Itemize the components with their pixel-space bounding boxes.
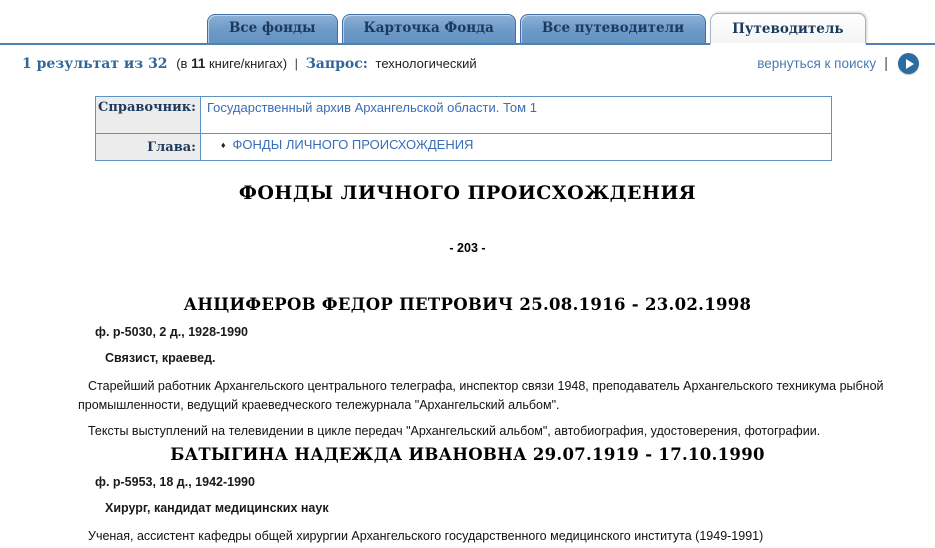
books-suffix: книге/книгах) [208, 55, 288, 71]
table-row [96, 134, 832, 161]
guide-link[interactable]: Государственный архив Архангельской области. Том 1 [206, 100, 537, 115]
guide-info-table [95, 96, 832, 161]
books-prefix: (в [176, 55, 188, 71]
guide-value-cell [200, 97, 831, 134]
entry-paragraph: Тексты выступлений на телевидении в цикле передач "Архангельский альбом", автобиография, удостоверения, фотографии. [88, 424, 821, 438]
actions-divider: | [884, 55, 888, 72]
results-divider: | [294, 55, 299, 71]
entry-heading: АНЦИФЕРОВ ФЕДОР ПЕТРОВИЧ 25.08.1916 - 23.02.1998 [183, 295, 752, 314]
play-arrow-icon [906, 59, 914, 69]
tabs [207, 13, 935, 43]
results-count: 1 результат из 32 [22, 55, 168, 72]
tab-all-fonds[interactable]: Все фонды [207, 14, 338, 43]
fond-reference: ф. р-5030, 2 д., 1928-1990 [95, 325, 248, 339]
entry-heading: БАТЫГИНА НАДЕЖДА ИВАНОВНА 29.07.1919 - 17.10.1990 [170, 445, 765, 464]
entry-paragraph: Старейший работник Архангельского центрального телеграфа, инспектор связи 1948, преподаватель Архангельского техникума рыбной промышленности, ведущий краеведческого тележурнала "Архангельский альбом". [78, 379, 884, 412]
results-books [176, 56, 290, 71]
page-number: - 203 - [449, 241, 486, 255]
table-row [96, 97, 832, 134]
entry-paragraph: Ученая, ассистент кафедры общей хирургии Архангельского государственного медицинского института (1949-1991) [88, 529, 764, 543]
diamond-bullet-icon: ♦ [220, 140, 226, 150]
chapter-value-cell [200, 134, 831, 161]
chapter-link[interactable]: ФОНДЫ ЛИЧНОГО ПРОИСХОЖДЕНИЯ [232, 137, 474, 152]
chapter-label: Глава: [96, 134, 201, 161]
document-body [0, 182, 935, 546]
tab-guide-active[interactable]: Путеводитель [710, 13, 865, 45]
tab-bar [0, 0, 935, 45]
next-result-button[interactable] [898, 53, 919, 74]
guide-label: Справочник: [96, 97, 201, 134]
query-label: Запрос: [305, 55, 368, 72]
tab-fond-card[interactable]: Карточка Фонда [342, 14, 516, 43]
fond-reference: ф. р-5953, 18 д., 1942-1990 [95, 475, 255, 489]
query-value: технологический [375, 55, 477, 71]
back-to-search-link[interactable]: вернуться к поиску [757, 56, 877, 71]
document-title: ФОНДЫ ЛИЧНОГО ПРОИСХОЖДЕНИЯ [238, 182, 697, 204]
results-summary [22, 56, 477, 72]
results-bar [0, 45, 935, 83]
profession-line: Хирург, кандидат медицинских наук [105, 501, 329, 515]
results-actions [757, 53, 919, 74]
books-count: 11 [191, 55, 206, 71]
profession-line: Связист, краевед. [105, 351, 216, 365]
tab-all-guides[interactable]: Все путеводители [520, 14, 706, 43]
